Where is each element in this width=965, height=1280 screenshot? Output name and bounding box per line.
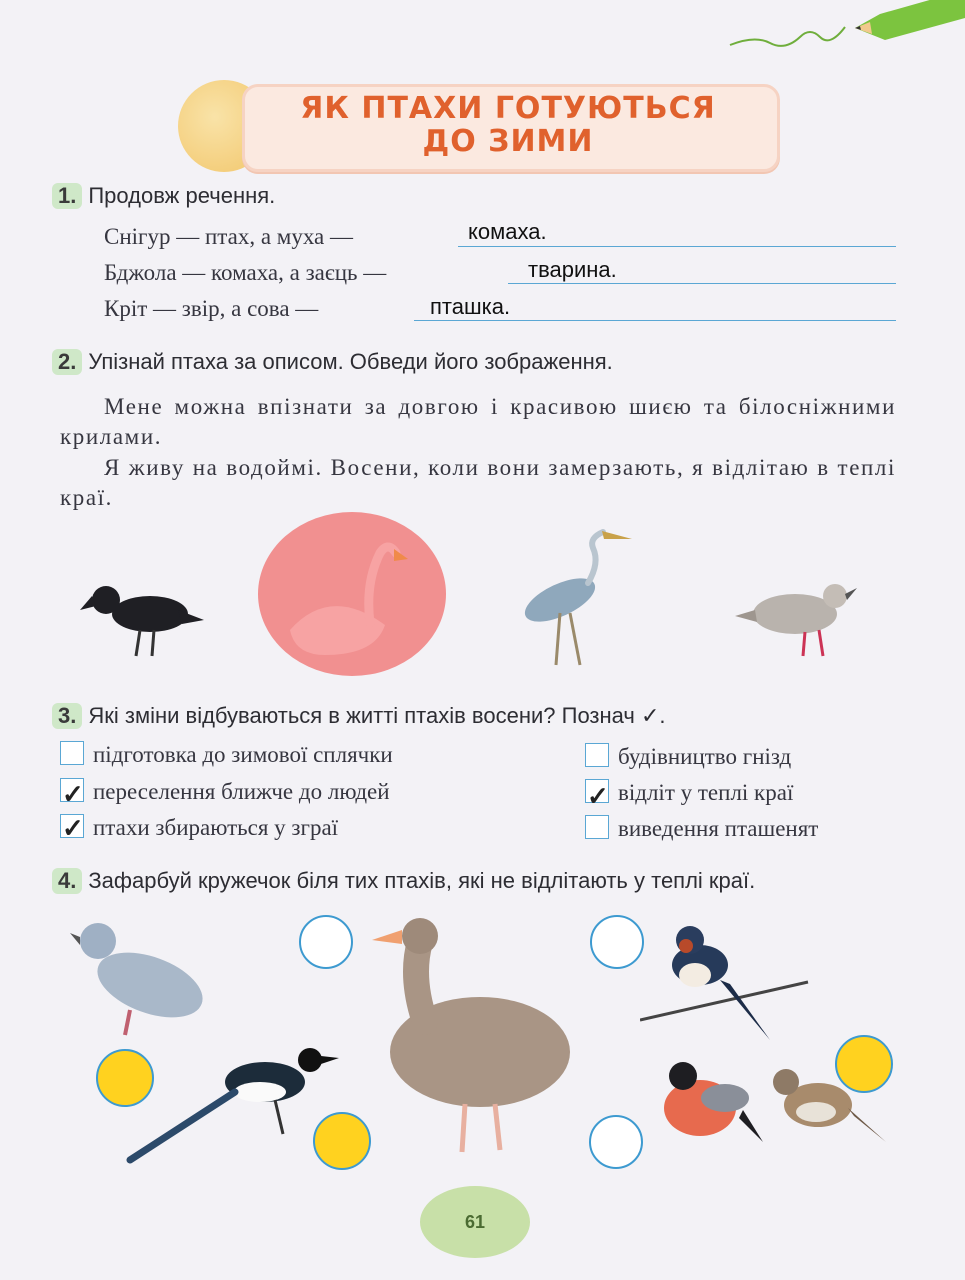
checkbox-hibernation-prep[interactable]	[60, 741, 84, 765]
bullfinch-circle[interactable]	[589, 1115, 643, 1169]
bullfinch-image	[655, 1058, 765, 1148]
option-migration: відліт у теплі краї	[618, 780, 794, 805]
swallow-image	[640, 920, 810, 1060]
checkbox-nest-building[interactable]	[585, 743, 609, 767]
checkbox-raising-chicks[interactable]	[585, 815, 609, 839]
task3-number: 3.	[52, 703, 82, 729]
task3-instruction: Які зміни відбуваються в житті птахів восени? Познач ✓.	[88, 703, 666, 728]
pigeon-circle-filled[interactable]	[96, 1049, 154, 1107]
heron-image[interactable]	[510, 525, 635, 670]
magpie-circle-filled[interactable]	[313, 1112, 371, 1170]
pencil-decoration-icon	[720, 0, 965, 60]
task1-instruction: Продовж речення.	[88, 183, 276, 208]
magpie-image	[125, 1042, 340, 1167]
page-title	[242, 92, 774, 158]
check-icon: ✓	[587, 781, 609, 811]
option-raising-chicks: виведення пташенят	[618, 816, 819, 841]
pigeon-image	[70, 915, 235, 1060]
option-nest-building: будівництво гнізд	[618, 744, 792, 769]
swallow-circle[interactable]	[590, 915, 644, 969]
task1-sentence-3: Кріт — звір, а сова —	[104, 296, 319, 321]
option-move-closer-to-people: переселення ближче до людей	[93, 779, 390, 804]
task4-instruction: Зафарбуй кружечок біля тих птахів, які не відлітають у теплі краї.	[88, 868, 756, 893]
answer-line-3[interactable]	[414, 320, 896, 321]
title-line-1: ЯК ПТАХИ ГОТУЮТЬСЯ	[300, 91, 716, 126]
goose-image	[370, 912, 585, 1162]
title-line-2: ДО ЗИМИ	[422, 124, 594, 159]
task4-heading	[52, 868, 755, 894]
answer-line-1[interactable]	[458, 246, 896, 247]
task3-heading	[52, 703, 666, 729]
answer-3: пташка.	[430, 294, 511, 319]
task2-heading	[52, 349, 613, 375]
answer-line-2[interactable]	[508, 283, 896, 284]
task4-number: 4.	[52, 868, 82, 894]
sparrow-circle-filled[interactable]	[835, 1035, 893, 1093]
goose-circle[interactable]	[299, 915, 353, 969]
option-flocking: птахи збираються у зграї	[93, 815, 339, 840]
answer-1: комаха.	[468, 219, 547, 244]
dove-image[interactable]	[735, 566, 860, 662]
page-number: 61	[420, 1186, 530, 1258]
option-hibernation-prep: підготовка до зимової сплячки	[93, 742, 393, 767]
task1-heading	[52, 183, 275, 209]
task1-sentence-1: Снігур — птах, а муха —	[104, 224, 353, 249]
swan-image[interactable]	[270, 535, 420, 665]
crow-image[interactable]	[78, 570, 206, 662]
task2-number: 2.	[52, 349, 82, 375]
answer-2: тварина.	[528, 257, 617, 282]
task2-paragraph-1: Мене можна впізнати за довгою і красивою шиєю та білосніжними крилами.	[60, 394, 896, 449]
check-icon: ✓	[62, 813, 84, 843]
check-icon: ✓	[62, 779, 84, 809]
task2-instruction: Упізнай птаха за описом. Обведи його зображення.	[88, 349, 613, 374]
task1-number: 1.	[52, 183, 82, 209]
task2-paragraph-2: Я живу на водоймі. Восени, коли вони замерзають, я відлітаю в теплі краї.	[60, 455, 896, 510]
task1-sentence-2: Бджола — комаха, а заєць —	[104, 260, 387, 285]
